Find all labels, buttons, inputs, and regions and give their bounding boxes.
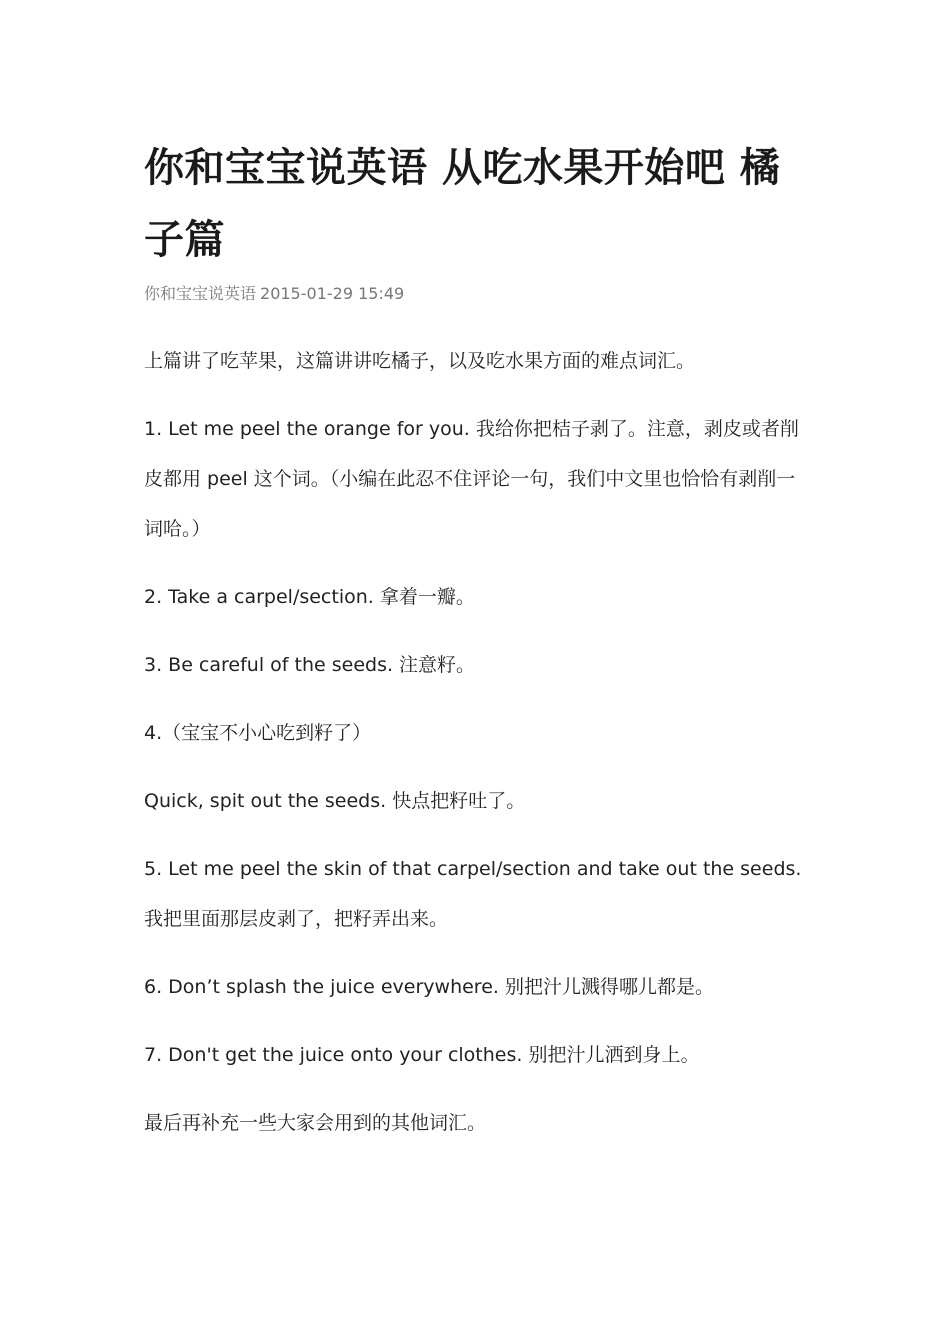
paragraph: 2. Take a carpel/section. 拿着一瓣。 <box>144 586 475 608</box>
paragraph: 6. Don’t splash the juice everywhere. 别把汁儿溅得哪儿都是。 <box>144 976 714 998</box>
paragraph: 3. Be careful of the seeds. 注意籽。 <box>144 654 476 676</box>
paragraph: 上篇讲了吃苹果，这篇讲讲吃橘子，以及吃水果方面的难点词汇。 <box>144 350 696 372</box>
paragraph: 1. Let me peel the orange for you. 我给你把桔子剥了。注意，剥皮或者削皮都用 peel 这个词。（小编在此忍不住评论一句，我们中文里也恰恰有剥削一词哈。） <box>144 418 799 540</box>
publish-datetime: 2015-01-29 15:49 <box>260 284 405 303</box>
paragraph: 4.（宝宝不小心吃到籽了） <box>144 722 372 744</box>
article-title: 你和宝宝说英语 从吃水果开始吧 橘子篇 <box>144 145 781 263</box>
paragraph: 最后再补充一些大家会用到的其他词汇。 <box>144 1112 487 1134</box>
paragraph: Quick, spit out the seeds. 快点把籽吐了。 <box>144 790 526 812</box>
article-body <box>144 336 812 1148</box>
author-name[interactable]: 你和宝宝说英语 <box>144 284 257 303</box>
paragraph: 5. Let me peel the skin of that carpel/section and take out the seeds. 我把里面那层皮剥了，把籽弄出来。 <box>144 858 802 930</box>
paragraph: 7. Don't get the juice onto your clothes. 别把汁儿洒到身上。 <box>144 1044 700 1066</box>
article <box>144 132 812 1166</box>
article-meta <box>144 282 812 306</box>
